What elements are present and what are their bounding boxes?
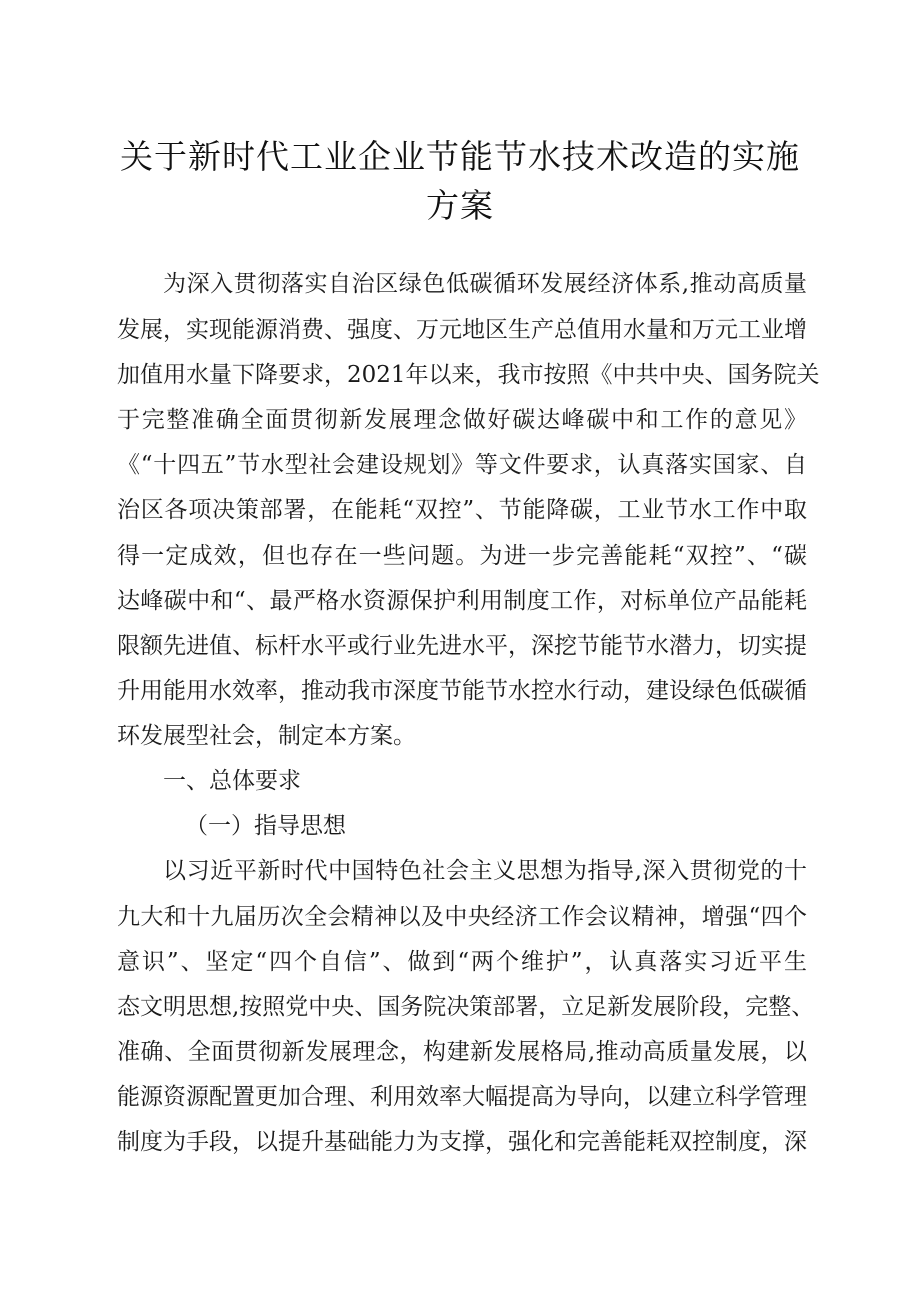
paragraph-1-line: 于完整准确全面贯彻新发展理念做好碳达峰碳中和工作的意见》 — [117, 407, 807, 433]
paragraph-1-line: 发展，实现能源消费、强度、万元地区生产总值用水量和万元工业增 — [117, 317, 807, 343]
paragraph-2-line: 态文明思想,按照党中央、国务院决策部署，立足新发展阶段，完整、 — [117, 994, 815, 1020]
paragraph-1-line: 为深入贯彻落实自治区绿色低碳循环发展经济体系,推动高质量 — [163, 271, 807, 297]
document-title-line-2: 方案 — [426, 186, 494, 225]
paragraph-1-line: 《“十四五”节水型社会建设规划》等文件要求，认真落实国家、自 — [117, 452, 807, 478]
section-heading: 一、总体要求 — [163, 768, 301, 794]
paragraph-2-line: 制度为手段，以提升基础能力为支撑，强化和完善能耗双控制度，深 — [117, 1129, 807, 1155]
paragraph-2-line: 准确、全面贯彻新发展理念，构建新发展格局,推动高质量发展，以 — [117, 1039, 807, 1065]
paragraph-2-line: 能源资源配置更加合理、利用效率大幅提高为导向，以建立科学管理 — [117, 1084, 807, 1110]
paragraph-2-line: 以习近平新时代中国特色社会主义思想为指导,深入贯彻党的十 — [163, 858, 807, 884]
paragraph-1-line: 升用能用水效率，推动我市深度节能节水控水行动，建设绿色低碳循 — [117, 678, 807, 704]
document-title-line-1: 关于新时代工业企业节能节水技术改造的实施 — [120, 137, 800, 176]
subsection-heading: （一）指导思想 — [185, 813, 346, 839]
paragraph-1-line: 加值用水量下降要求，2021年以来，我市按照《中共中央、国务院关 — [117, 362, 820, 388]
paragraph-1-line: 环发展型社会，制定本方案。 — [117, 723, 416, 749]
paragraph-2-line: 九大和十九届历次全会精神以及中央经济工作会议精神，增强“四个 — [117, 904, 807, 930]
paragraph-1-line: 限额先进值、标杆水平或行业先进水平，深挖节能节水潜力，切实提 — [117, 633, 807, 659]
paragraph-1-line: 治区各项决策部署，在能耗“双控”、节能降碳，工业节水工作中取 — [117, 497, 807, 523]
paragraph-1-line: 达峰碳中和“、最严格水资源保护利用制度工作，对标单位产品能耗 — [117, 588, 807, 614]
paragraph-2-line: 意识”、坚定“四个自信”、做到“两个维护”，认真落实习近平生 — [117, 949, 807, 975]
paragraph-1-line: 得一定成效，但也存在一些问题。为进一步完善能耗“双控”、“碳 — [117, 543, 807, 569]
